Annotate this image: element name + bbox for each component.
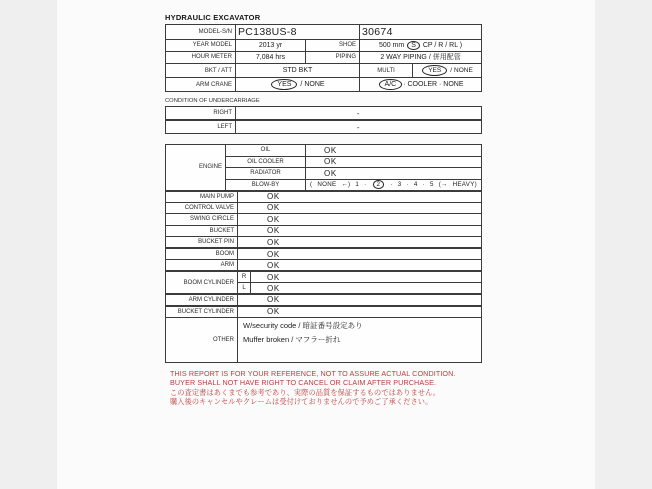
spec-table — [165, 24, 482, 92]
row-label: BUCKET PIN — [166, 237, 238, 249]
engine-sub-label: OIL — [226, 145, 306, 157]
spec-row-armcrane-ac — [166, 78, 482, 92]
engine-sub-value: OK — [306, 145, 482, 157]
other-note-line: W/security code / 暗証番号設定あり — [243, 320, 363, 330]
serial-value: 30674 — [360, 25, 482, 40]
inspection-row — [166, 191, 482, 203]
armcrane-label: ARM CRANE — [166, 78, 236, 92]
engine-sub-label: RADIATOR — [226, 168, 306, 180]
year-label: YEAR MODEL — [166, 40, 236, 52]
ac-value — [360, 78, 482, 92]
piping-label: PIPING — [306, 51, 360, 64]
piping-value: 2 WAY PIPING / 併用配管 — [360, 51, 482, 64]
other-note-line: Muffer broken / マフラー折れ — [243, 334, 341, 344]
disclaimer-line: この査定書はあくまでも参考であり、実際の品質を保証するものではありません。 — [170, 387, 441, 397]
row-label: BOOM — [166, 248, 238, 260]
disclaimer-line: THIS REPORT IS FOR YOUR REFERENCE, NOT TO ASSURE ACTUAL CONDITION. — [170, 369, 456, 378]
circled-mark-shoe: S — [407, 41, 420, 50]
hour-value: 7,084 hrs — [236, 51, 306, 64]
row-value: OK — [238, 191, 482, 203]
other-row — [166, 317, 482, 363]
row-value: OK — [238, 225, 482, 237]
inspection-row — [166, 225, 482, 237]
row-label: ARM CYLINDER — [166, 294, 238, 306]
row-label: MAIN PUMP — [166, 191, 238, 203]
undercarriage-heading: CONDITION OF UNDERCARRIAGE — [165, 98, 260, 104]
engine-sub-label: OIL COOLER — [226, 156, 306, 168]
blowby-scale — [306, 179, 482, 191]
separator: / — [450, 67, 453, 75]
spec-row-bkt-multi — [166, 64, 482, 78]
other-label: OTHER — [166, 317, 238, 363]
shoe-options: CP / R / RL ) — [422, 41, 463, 49]
inspection-row — [166, 260, 482, 272]
page-title: HYDRAULIC EXCAVATOR — [165, 13, 261, 22]
right-label: RIGHT — [166, 107, 236, 121]
inspection-row — [166, 248, 482, 260]
row-value: OK — [238, 294, 482, 306]
boom-cylinder-label: BOOM CYLINDER — [166, 271, 238, 294]
blowby-label: BLOW-BY — [226, 179, 306, 191]
shoe-size: 500 mm — [378, 41, 405, 49]
bucket-cylinder-row — [166, 306, 482, 318]
row-value: OK — [238, 214, 482, 226]
undercarriage-row-left — [166, 120, 482, 134]
left-value: - — [236, 120, 482, 134]
right-value: - — [236, 107, 482, 121]
row-label: BUCKET CYLINDER — [166, 306, 238, 318]
armcrane-none: NONE — [304, 81, 325, 89]
row-value: OK — [238, 237, 482, 249]
boom-cylinder-row-r — [166, 271, 482, 283]
circled-mark-armcrane: YES — [271, 79, 297, 90]
engine-sub-value: OK — [306, 168, 482, 180]
shoe-label: SHOE — [306, 40, 360, 52]
row-label: SWING CIRCLE — [166, 214, 238, 226]
row-value: OK — [238, 248, 482, 260]
row-value: OK — [238, 306, 482, 318]
row-label: CONTROL VALVE — [166, 202, 238, 214]
shoe-value — [360, 40, 482, 52]
bkt-label: BKT / ATT — [166, 64, 236, 78]
l-label: L — [238, 283, 251, 295]
blowby-prefix: ( NONE ←) 1 · — [310, 181, 367, 188]
row-value: OK — [238, 260, 482, 272]
circled-mark-multi: YES — [422, 65, 447, 76]
engine-row-oil — [166, 145, 482, 157]
left-label: LEFT — [166, 120, 236, 134]
inspection-row — [166, 214, 482, 226]
spec-row-model — [166, 25, 482, 40]
undercarriage-table — [165, 106, 482, 134]
multi-none: NONE — [454, 67, 473, 75]
disclaimer-line: 購入後のキャンセルやクレームは受付けておりませんので予めご了承ください。 — [170, 396, 433, 406]
l-value: OK — [251, 283, 482, 295]
model-label: MODEL-S/N — [166, 25, 236, 40]
circled-mark-ac: A/C — [379, 79, 403, 90]
separator: / — [300, 81, 303, 89]
r-value: OK — [251, 271, 482, 283]
row-value: OK — [238, 202, 482, 214]
spec-row-hour-piping — [166, 51, 482, 64]
multi-label: MULTI — [360, 64, 413, 78]
disclaimer — [170, 369, 456, 406]
ac-options: · COOLER · NONE — [403, 81, 464, 89]
multi-value — [413, 64, 482, 78]
engine-sub-value: OK — [306, 156, 482, 168]
inspection-table — [165, 144, 482, 363]
r-label: R — [238, 271, 251, 283]
blowby-suffix: · 3 · 4 · 5 (→ HEAVY) — [390, 181, 477, 188]
bkt-value: STD BKT — [236, 64, 360, 78]
armcrane-value — [236, 78, 360, 92]
other-notes — [238, 317, 482, 363]
arm-cylinder-row — [166, 294, 482, 306]
inspection-row — [166, 237, 482, 249]
circled-mark-blowby: 2 — [373, 180, 385, 189]
engine-label: ENGINE — [166, 145, 226, 191]
inspection-row — [166, 202, 482, 214]
disclaimer-line: BUYER SHALL NOT HAVE RIGHT TO CANCEL OR CLAIM AFTER PURCHASE. — [170, 378, 437, 388]
spec-row-year-shoe — [166, 40, 482, 52]
row-label: BUCKET — [166, 225, 238, 237]
hour-label: HOUR METER — [166, 51, 236, 64]
model-value: PC138US-8 — [236, 25, 360, 40]
undercarriage-row-right — [166, 107, 482, 121]
year-value: 2013 yr — [236, 40, 306, 52]
row-label: ARM — [166, 260, 238, 272]
